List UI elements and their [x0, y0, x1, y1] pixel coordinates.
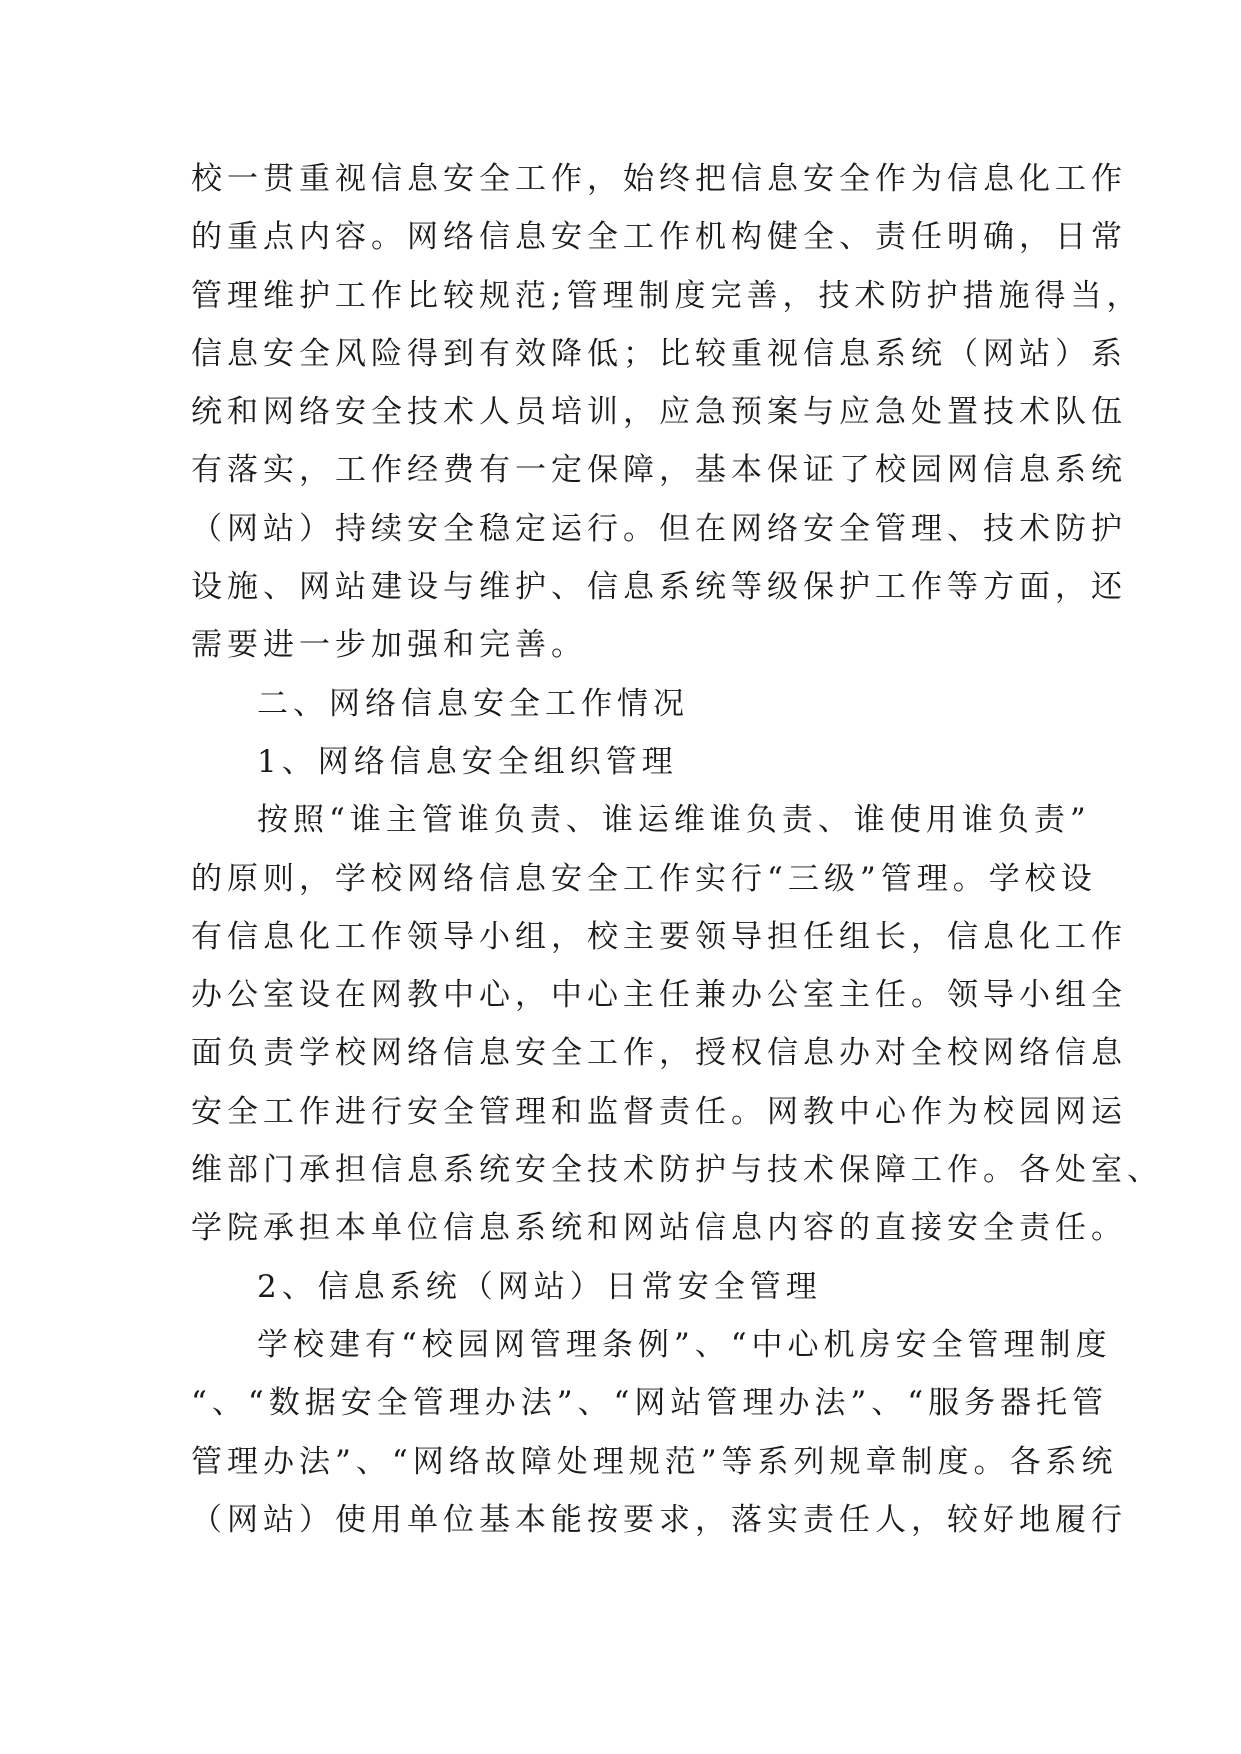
text-line-12: 按照“谁主管谁负责、谁运维谁负责、谁使用谁负责”	[257, 802, 1091, 839]
text-line-7: （网站）持续安全稳定运行。但在网络安全管理、技术防护	[191, 510, 1127, 547]
text-line-18: 维部门承担信息系统安全技术防护与技术保障工作。各处室、	[191, 1152, 1163, 1189]
text-line-4: 信息安全风险得到有效降低；比较重视信息系统（网站）系	[191, 335, 1127, 372]
text-line-3: 管理维护工作比较规范;管理制度完善，技术防护措施得当，	[191, 277, 1143, 314]
text-line-14: 有信息化工作领导小组，校主要领导担任组长，信息化工作	[191, 918, 1127, 955]
text-line-15: 办公室设在网教中心，中心主任兼办公室主任。领导小组全	[191, 977, 1127, 1014]
text-line-2: 的重点内容。网络信息安全工作机构健全、责任明确，日常	[191, 219, 1127, 256]
document-body	[191, 150, 1163, 1549]
text-line-13: 的原则，学校网络信息安全工作实行“三级”管理。学校设	[191, 860, 1097, 897]
text-line-6: 有落实，工作经费有一定保障，基本保证了校园网信息系统	[191, 452, 1127, 489]
text-line-24: （网站）使用单位基本能按要求，落实责任人，较好地履行	[191, 1501, 1127, 1538]
text-line-1: 校一贯重视信息安全工作，始终把信息安全作为信息化工作	[191, 161, 1127, 197]
subsection-heading-1: 1、网络信息安全组织管理	[257, 743, 678, 780]
text-line-16: 面负责学校网络信息安全工作，授权信息办对全校网络信息	[191, 1035, 1127, 1072]
section-heading: 二、网络信息安全工作情况	[257, 685, 689, 722]
subsection-heading-2: 2、信息系统（网站）日常安全管理	[257, 1268, 822, 1305]
text-line-21: 学校建有“校园网管理条例”、“中心机房安全管理制度	[257, 1326, 1112, 1363]
text-line-22: “、“数据安全管理办法”、“网站管理办法”、“服务器托管	[191, 1385, 1109, 1422]
text-line-5: 统和网络安全技术人员培训，应急预案与应急处置技术队伍	[191, 394, 1127, 431]
text-line-17: 安全工作进行安全管理和监督责任。网教中心作为校园网运	[191, 1093, 1127, 1130]
text-line-23: 管理办法”、“网络故障处理规范”等系列规章制度。各系统	[191, 1443, 1118, 1480]
text-line-8: 设施、网站建设与维护、信息系统等级保护工作等方面，还	[191, 569, 1127, 606]
text-line-9: 需要进一步加强和完善。	[191, 627, 587, 664]
text-line-19: 学院承担本单位信息系统和网站信息内容的直接安全责任。	[191, 1210, 1127, 1247]
